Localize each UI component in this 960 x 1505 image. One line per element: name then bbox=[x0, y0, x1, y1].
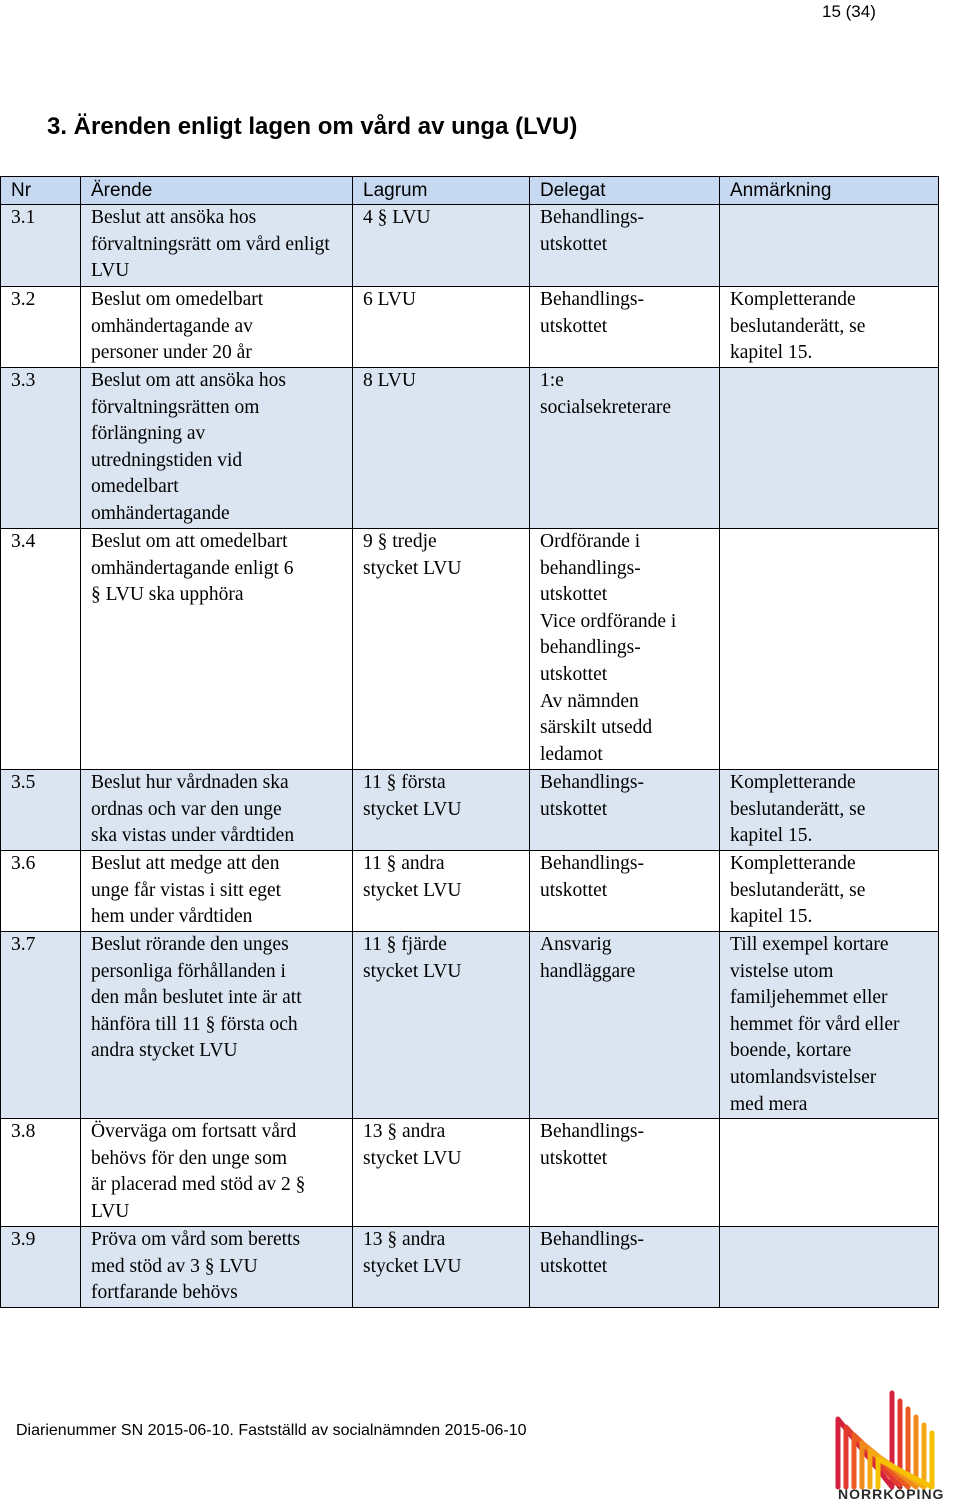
cell-anmarkning: Kompletterande beslutanderätt, se kapitel 15. bbox=[720, 770, 939, 851]
cell-delegat: Behandlings- utskottet bbox=[530, 851, 720, 932]
cell-arende: Beslut att medge att den unge får vistas i sitt eget hem under vårdtiden bbox=[81, 851, 353, 932]
cell-nr: 3.1 bbox=[1, 205, 81, 287]
cell-delegat: Ordförande i behandlings- utskottet Vice ordförande i behandlings- utskottet Av nämnden särskilt utsedd ledamot bbox=[530, 529, 720, 770]
table-row bbox=[1, 770, 939, 851]
cell-anmarkning bbox=[720, 1227, 939, 1308]
cell-arende: Beslut om att ansöka hos förvaltningsrätten om förlängning av utredningstiden vid omedelbart omhändertagande bbox=[81, 368, 353, 529]
cell-anmarkning: Till exempel kortare vistelse utom familjehemmet eller hemmet för vård eller boende, kortare utomlandsvistelser med mera bbox=[720, 932, 939, 1119]
delegation-table bbox=[0, 176, 939, 1308]
cell-lagrum: 4 § LVU bbox=[353, 205, 530, 287]
cell-lagrum: 8 LVU bbox=[353, 368, 530, 529]
cell-delegat: 1:e socialsekreterare bbox=[530, 368, 720, 529]
cell-nr: 3.6 bbox=[1, 851, 81, 932]
cell-delegat: Ansvarig handläggare bbox=[530, 932, 720, 1119]
cell-arende: Beslut hur vårdnaden ska ordnas och var den unge ska vistas under vårdtiden bbox=[81, 770, 353, 851]
cell-delegat: Behandlings- utskottet bbox=[530, 287, 720, 368]
cell-lagrum: 11 § första stycket LVU bbox=[353, 770, 530, 851]
cell-anmarkning: Kompletterande beslutanderätt, se kapitel 15. bbox=[720, 851, 939, 932]
column-header-delegat: Delegat bbox=[530, 177, 720, 205]
cell-nr: 3.8 bbox=[1, 1119, 81, 1227]
cell-arende: Beslut om omedelbart omhändertagande av personer under 20 år bbox=[81, 287, 353, 368]
table-row bbox=[1, 287, 939, 368]
table-row bbox=[1, 529, 939, 770]
table-header-row bbox=[1, 177, 939, 205]
cell-delegat: Behandlings- utskottet bbox=[530, 205, 720, 287]
table-row bbox=[1, 1119, 939, 1227]
cell-nr: 3.7 bbox=[1, 932, 81, 1119]
cell-anmarkning bbox=[720, 205, 939, 287]
cell-lagrum: 11 § andra stycket LVU bbox=[353, 851, 530, 932]
cell-anmarkning bbox=[720, 1119, 939, 1227]
cell-anmarkning: Kompletterande beslutanderätt, se kapitel 15. bbox=[720, 287, 939, 368]
logo-wordmark: NORRKÖPING bbox=[838, 1486, 945, 1502]
cell-delegat: Behandlings- utskottet bbox=[530, 1227, 720, 1308]
cell-lagrum: 13 § andra stycket LVU bbox=[353, 1119, 530, 1227]
table-row bbox=[1, 205, 939, 287]
footer-text: Diarienummer SN 2015-06-10. Fastställd av socialnämnden 2015-06-10 bbox=[16, 1422, 527, 1439]
cell-anmarkning bbox=[720, 368, 939, 529]
cell-nr: 3.9 bbox=[1, 1227, 81, 1308]
table-row bbox=[1, 932, 939, 1119]
column-header-arende: Ärende bbox=[81, 177, 353, 205]
cell-nr: 3.4 bbox=[1, 529, 81, 770]
cell-lagrum: 6 LVU bbox=[353, 287, 530, 368]
cell-nr: 3.3 bbox=[1, 368, 81, 529]
cell-arende: Överväga om fortsatt vård behövs för den unge som är placerad med stöd av 2 § LVU bbox=[81, 1119, 353, 1227]
cell-arende: Beslut rörande den unges personliga förhållanden i den mån beslutet inte är att hänföra till 11 § första och andra stycket LVU bbox=[81, 932, 353, 1119]
table-row bbox=[1, 1227, 939, 1308]
cell-lagrum: 13 § andra stycket LVU bbox=[353, 1227, 530, 1308]
cell-lagrum: 11 § fjärde stycket LVU bbox=[353, 932, 530, 1119]
column-header-anmarkning: Anmärkning bbox=[720, 177, 939, 205]
cell-nr: 3.5 bbox=[1, 770, 81, 851]
section-heading: 3. Ärenden enligt lagen om vård av unga (LVU) bbox=[47, 113, 578, 140]
cell-delegat: Behandlings- utskottet bbox=[530, 1119, 720, 1227]
table-row bbox=[1, 368, 939, 529]
page-number: 15 (34) bbox=[822, 2, 876, 21]
column-header-lagrum: Lagrum bbox=[353, 177, 530, 205]
cell-anmarkning bbox=[720, 529, 939, 770]
norrkoping-logo bbox=[830, 1383, 956, 1501]
cell-arende: Pröva om vård som beretts med stöd av 3 § LVU fortfarande behövs bbox=[81, 1227, 353, 1308]
cell-delegat: Behandlings- utskottet bbox=[530, 770, 720, 851]
cell-arende: Beslut om att omedelbart omhändertagande enligt 6 § LVU ska upphöra bbox=[81, 529, 353, 770]
cell-lagrum: 9 § tredje stycket LVU bbox=[353, 529, 530, 770]
table-row bbox=[1, 851, 939, 932]
cell-nr: 3.2 bbox=[1, 287, 81, 368]
cell-arende: Beslut att ansöka hos förvaltningsrätt om vård enligt LVU bbox=[81, 205, 353, 287]
column-header-nr: Nr bbox=[1, 177, 81, 205]
